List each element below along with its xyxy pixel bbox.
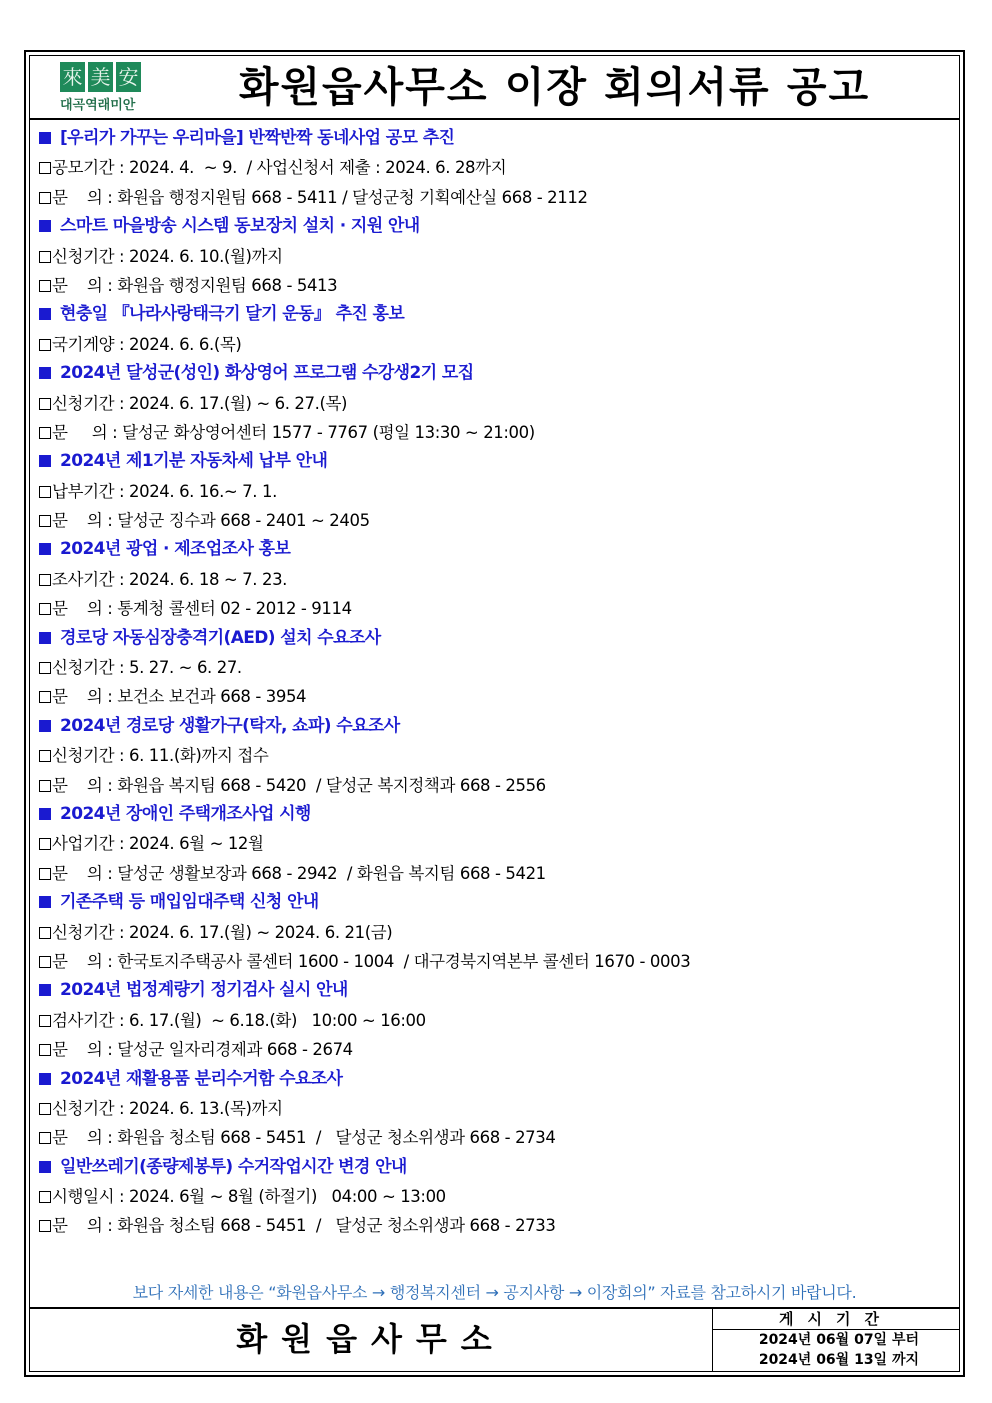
checkbox-bullet-icon — [39, 780, 51, 792]
section-title — [39, 212, 949, 241]
posting-period — [713, 1309, 959, 1371]
checkbox-bullet-icon — [39, 662, 51, 674]
square-bullet-icon — [39, 896, 51, 908]
section-detail-text: 문 의 : 달성군 징수과 668 - 2401 ~ 2405 — [52, 511, 370, 531]
square-bullet-icon — [39, 984, 51, 996]
section-detail-text: 문 의 : 화원읍 복지팀 668 - 5420 / 달성군 복지정책과 668 - 2556 — [52, 775, 546, 795]
section-title-text: 현충일 『나라사랑태극기 달기 운동』 추진 홍보 — [60, 304, 405, 325]
section-detail-line — [39, 242, 949, 271]
section-detail-line — [39, 1006, 949, 1035]
section-title-text: 기존주택 등 매입임대주택 신청 안내 — [60, 892, 319, 913]
checkbox-bullet-icon — [39, 1132, 51, 1144]
checkbox-bullet-icon — [39, 1191, 51, 1203]
notice-footer — [30, 1307, 959, 1371]
checkbox-bullet-icon — [39, 868, 51, 880]
section-title-text: 2024년 제1기분 자동차세 납부 안내 — [60, 451, 328, 472]
notice-section — [39, 212, 949, 300]
logo-char: 安 — [116, 62, 141, 92]
checkbox-bullet-icon — [39, 691, 51, 703]
checkbox-bullet-icon — [39, 1103, 51, 1115]
square-bullet-icon — [39, 367, 51, 379]
section-detail-text: 문 의 : 달성군 생활보장과 668 - 2942 / 화원읍 복지팀 668 - 5421 — [52, 863, 546, 883]
section-title — [39, 124, 949, 153]
checkbox-bullet-icon — [39, 486, 51, 498]
section-detail-text: 문 의 : 화원읍 행정지원팀 668 - 5411 / 달성군청 기획예산실 668 - 2112 — [52, 187, 588, 207]
section-detail-line — [39, 1211, 949, 1240]
section-detail-text: 시행일시 : 2024. 6월 ~ 8월 (하절기) 04:00 ~ 13:00 — [52, 1187, 446, 1207]
logo — [60, 62, 144, 114]
posting-period-end: 2024년 06월 13일 까지 — [758, 1352, 919, 1368]
section-title — [39, 976, 949, 1005]
checkbox-bullet-icon — [39, 192, 51, 204]
checkbox-bullet-icon — [39, 339, 51, 351]
section-title — [39, 1065, 949, 1094]
section-detail-text: 납부기간 : 2024. 6. 16.~ 7. 1. — [52, 481, 277, 501]
section-detail-line — [39, 271, 949, 300]
section-title — [39, 447, 949, 476]
section-detail-text: 조사기간 : 2024. 6. 18 ~ 7. 23. — [52, 569, 288, 589]
section-detail-line — [39, 477, 949, 506]
section-detail-text: 문 의 : 화원읍 청소팀 668 - 5451 / 달성군 청소위생과 668 - 2734 — [52, 1128, 556, 1148]
section-detail-line — [39, 741, 949, 770]
section-title-text: 2024년 법정계량기 정기검사 실시 안내 — [60, 980, 348, 1001]
checkbox-bullet-icon — [39, 427, 51, 439]
section-detail-line — [39, 565, 949, 594]
section-title — [39, 300, 949, 329]
section-title — [39, 1153, 949, 1182]
section-detail-text: 신청기간 : 2024. 6. 13.(목)까지 — [52, 1098, 283, 1118]
square-bullet-icon — [39, 308, 51, 320]
section-title-text: 스마트 마을방송 시스템 동보장치 설치 · 지원 안내 — [60, 216, 420, 237]
notice-section — [39, 888, 949, 976]
section-title-text: 2024년 경로당 생활가구(탁자, 쇼파) 수요조사 — [60, 715, 400, 736]
posting-period-label: 게시기간 — [713, 1309, 959, 1330]
notice-frame — [24, 50, 965, 1377]
section-detail-text: 신청기간 : 2024. 6. 17.(월) ~ 6. 27.(목) — [52, 393, 348, 413]
posting-period-start: 2024년 06월 07일 부터 — [758, 1332, 919, 1348]
section-title — [39, 624, 949, 653]
notice-section — [39, 624, 949, 712]
section-detail-text: 신청기간 : 2024. 6. 17.(월) ~ 2024. 6. 21(금) — [52, 922, 393, 942]
section-detail-line — [39, 594, 949, 623]
section-detail-line — [39, 330, 949, 359]
square-bullet-icon — [39, 1161, 51, 1173]
section-detail-text: 문 의 : 보건소 보건과 668 - 3954 — [52, 687, 307, 707]
section-detail-line — [39, 153, 949, 182]
section-detail-text: 문 의 : 화원읍 행정지원팀 668 - 5413 — [52, 275, 338, 295]
notice-content — [39, 124, 949, 1241]
logo-char: 美 — [88, 62, 113, 92]
section-title-text: 2024년 달성군(성인) 화상영어 프로그램 수강생2기 모집 — [60, 363, 474, 384]
notice-section — [39, 1153, 949, 1241]
square-bullet-icon — [39, 220, 51, 232]
section-detail-text: 신청기간 : 5. 27. ~ 6. 27. — [52, 658, 242, 678]
section-detail-line — [39, 183, 949, 212]
section-title — [39, 888, 949, 917]
checkbox-bullet-icon — [39, 251, 51, 263]
section-detail-text: 검사기간 : 6. 17.(월) ~ 6.18.(화) 10:00 ~ 16:00 — [52, 1010, 426, 1030]
checkbox-bullet-icon — [39, 1044, 51, 1056]
square-bullet-icon — [39, 455, 51, 467]
square-bullet-icon — [39, 808, 51, 820]
square-bullet-icon — [39, 632, 51, 644]
notice-header — [30, 56, 959, 120]
checkbox-bullet-icon — [39, 162, 51, 174]
checkbox-bullet-icon — [39, 398, 51, 410]
checkbox-bullet-icon — [39, 1220, 51, 1232]
section-title-text: 2024년 장애인 주택개조사업 시행 — [60, 803, 311, 824]
square-bullet-icon — [39, 720, 51, 732]
section-title-text: 일반쓰레기(종량제봉투) 수거작업시간 변경 안내 — [60, 1156, 407, 1177]
section-detail-text: 사업기간 : 2024. 6월 ~ 12월 — [52, 834, 264, 854]
section-detail-text: 국기게양 : 2024. 6. 6.(목) — [52, 334, 242, 354]
notice-section — [39, 712, 949, 800]
notice-section — [39, 447, 949, 535]
section-title — [39, 359, 949, 388]
square-bullet-icon — [39, 132, 51, 144]
checkbox-bullet-icon — [39, 280, 51, 292]
notice-section — [39, 976, 949, 1064]
notice-section — [39, 359, 949, 447]
section-detail-text: 문 의 : 한국토지주택공사 콜센터 1600 - 1004 / 대구경북지역본부 콜센터 1670 - 0003 — [52, 951, 691, 971]
checkbox-bullet-icon — [39, 838, 51, 850]
section-detail-text: 문 의 : 통계청 콜센터 02 - 2012 - 9114 — [52, 599, 352, 619]
notice-section — [39, 800, 949, 888]
logo-text: 대곡역래미안 — [60, 98, 136, 113]
checkbox-bullet-icon — [39, 574, 51, 586]
section-detail-line — [39, 829, 949, 858]
logo-char: 來 — [60, 62, 85, 92]
checkbox-bullet-icon — [39, 1015, 51, 1027]
section-title-text: [우리가 가꾸는 우리마을] 반짝반짝 동네사업 공모 추진 — [60, 128, 455, 148]
notice-section — [39, 535, 949, 623]
section-detail-line — [39, 653, 949, 682]
section-detail-line — [39, 682, 949, 711]
reference-note: 보다 자세한 내용은 “화원읍사무소 → 행정복지센터 → 공지사항 → 이장회의” 자료를 참고하시기 바랍니다. — [132, 1283, 857, 1302]
square-bullet-icon — [39, 1073, 51, 1085]
page-title: 화원읍사무소 이장 회의서류 공고 — [238, 63, 871, 111]
section-title — [39, 800, 949, 829]
section-detail-line — [39, 1094, 949, 1123]
section-title-text: 경로당 자동심장충격기(AED) 설치 수요조사 — [60, 627, 381, 648]
notice-section — [39, 124, 949, 212]
checkbox-bullet-icon — [39, 956, 51, 968]
checkbox-bullet-icon — [39, 750, 51, 762]
section-detail-line — [39, 947, 949, 976]
section-detail-line — [39, 1123, 949, 1152]
section-detail-text: 문 의 : 달성군 화상영어센터 1577 - 7767 (평일 13:30 ~ 21:00) — [52, 422, 535, 442]
section-detail-line — [39, 859, 949, 888]
section-detail-line — [39, 506, 949, 535]
section-detail-text: 문 의 : 달성군 일자리경제과 668 - 2674 — [52, 1040, 353, 1060]
section-detail-text: 신청기간 : 2024. 6. 10.(월)까지 — [52, 246, 283, 266]
notice-inner-frame — [29, 55, 960, 1372]
checkbox-bullet-icon — [39, 515, 51, 527]
section-title — [39, 712, 949, 741]
checkbox-bullet-icon — [39, 603, 51, 615]
section-detail-line — [39, 418, 949, 447]
section-title-text: 2024년 재활용품 분리수거함 수요조사 — [60, 1068, 343, 1089]
section-title-text: 2024년 광업 · 제조업조사 홍보 — [60, 539, 291, 560]
square-bullet-icon — [39, 543, 51, 555]
notice-section — [39, 300, 949, 359]
logo-mark — [60, 62, 144, 92]
office-name: 화원읍사무소 — [30, 1309, 713, 1371]
section-detail-line — [39, 771, 949, 800]
section-detail-line — [39, 389, 949, 418]
notice-section — [39, 1065, 949, 1153]
section-detail-line — [39, 1035, 949, 1064]
section-detail-text: 공모기간 : 2024. 4. ~ 9. / 사업신청서 제출 : 2024. 6. 28까지 — [52, 158, 507, 178]
section-detail-text: 문 의 : 화원읍 청소팀 668 - 5451 / 달성군 청소위생과 668 - 2733 — [52, 1216, 556, 1236]
section-detail-text: 신청기간 : 6. 11.(화)까지 접수 — [52, 746, 269, 766]
section-title — [39, 535, 949, 564]
section-detail-line — [39, 1182, 949, 1211]
checkbox-bullet-icon — [39, 927, 51, 939]
section-detail-line — [39, 918, 949, 947]
